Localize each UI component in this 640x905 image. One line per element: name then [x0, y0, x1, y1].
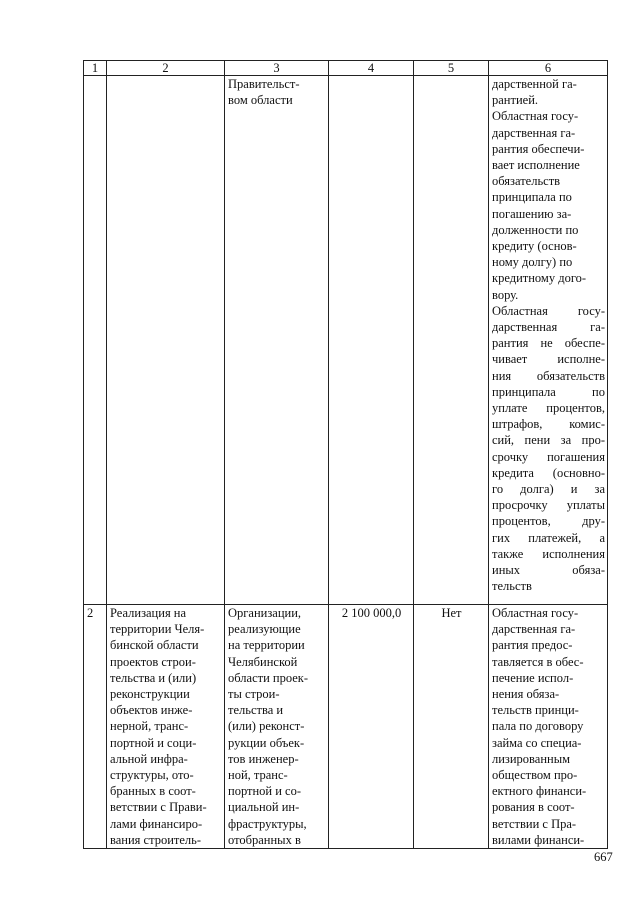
text-line: штрафов, комис-: [492, 417, 605, 432]
text-line: обязательств: [492, 174, 561, 189]
text-line: дарственная га-: [492, 320, 605, 335]
header-row: [84, 61, 608, 76]
text-line: дарственной га-: [492, 77, 577, 91]
text-line: фраструктуры,: [228, 816, 307, 831]
text-line: рантией.: [492, 93, 539, 108]
text-line: печение испол-: [492, 670, 574, 685]
table-row: [84, 76, 608, 605]
text-line: погашению за-: [492, 206, 572, 221]
row1-col3: [225, 76, 329, 605]
text-line: Правительст-: [228, 77, 300, 91]
text-line: на территории: [228, 638, 305, 653]
text-line: также исполнения: [492, 546, 605, 561]
row1-col5: [414, 76, 489, 605]
text-line: бранных в соот-: [110, 784, 196, 799]
row1-col6: [489, 76, 608, 605]
text-line: ной, транс-: [228, 768, 288, 783]
text-line: портной и со-: [228, 784, 302, 799]
text-line: тавляется в обес-: [492, 654, 584, 669]
header-cell-3: 3: [225, 61, 329, 76]
text-line: вом области: [228, 93, 293, 108]
header-cell-1: 1: [84, 61, 107, 76]
text-line: ния обязательств: [492, 368, 605, 383]
text-line: сий, пени за про-: [492, 433, 605, 448]
table-row: [84, 605, 608, 849]
text-line: чивает исполне-: [492, 352, 605, 367]
row1-col1: [84, 76, 107, 605]
row2-col5: Нет: [414, 605, 489, 849]
text-line: вилами финанси-: [492, 832, 585, 847]
text-line: ному долгу) по: [492, 255, 573, 270]
text-line: ветствии с Пра-: [492, 816, 577, 831]
text-line: области проек-: [228, 670, 309, 685]
text-line: отобранных в: [228, 832, 301, 847]
text-line: нения обяза-: [492, 687, 560, 702]
header-cell-5: 5: [414, 61, 489, 76]
text-line: Организации,: [228, 606, 302, 620]
text-line: ветствии с Прави-: [110, 800, 207, 815]
row1-col4: [329, 76, 414, 605]
text-line: реализующие: [228, 622, 301, 637]
text-line: структуры, ото-: [110, 768, 194, 783]
text-line: тов инженер-: [228, 751, 299, 766]
page-number: 667: [594, 850, 613, 864]
text-line: рантия не обеспе-: [492, 336, 605, 351]
text-line: бинской области: [110, 638, 199, 653]
row2-col2: [107, 605, 225, 849]
text-line: рукции объек-: [228, 735, 305, 750]
text-line: принципала по: [492, 384, 605, 399]
text-line: лами финансиро-: [110, 816, 203, 831]
text-line: нерной, транс-: [110, 719, 189, 734]
text-line: Областная госу-: [492, 109, 579, 124]
text-line: Реализация на: [110, 606, 187, 620]
text-line: пала по договору: [492, 719, 584, 734]
text-line: ектного финанси-: [492, 784, 587, 799]
row1-col2: [107, 76, 225, 605]
text-line: срочку погашения: [492, 449, 605, 464]
text-line: портной и соци-: [110, 735, 197, 750]
header-cell-2: 2: [107, 61, 225, 76]
row2-amount: 2 100 000,0: [329, 605, 414, 849]
text-line: долженности по: [492, 222, 579, 237]
header-cell-4: 4: [329, 61, 414, 76]
text-line: рантия предос-: [492, 638, 573, 653]
text-line: территории Челя-: [110, 622, 205, 637]
text-line: принципала по: [492, 190, 572, 205]
text-line: процентов, дру-: [492, 514, 605, 529]
text-line: реконструкции: [110, 687, 190, 702]
text-line: тельств: [492, 579, 532, 594]
text-line: Областная госу-: [492, 606, 579, 620]
row2-col6: [489, 605, 608, 849]
text-line: кредиту (основ-: [492, 239, 577, 254]
text-line: лизированным: [492, 751, 571, 766]
text-line: го долга) и за: [492, 482, 605, 497]
row2-col3: [225, 605, 329, 849]
text-line: дарственная га-: [492, 125, 576, 140]
text-line: иных обяза-: [492, 563, 605, 578]
text-line: вания строитель-: [110, 832, 202, 847]
text-line: (или) реконст-: [228, 719, 305, 734]
text-line: уплате процентов,: [492, 401, 605, 416]
text-line: проектов строи-: [110, 654, 196, 669]
text-line: вает исполнение: [492, 158, 580, 173]
text-line: просрочку уплаты: [492, 498, 605, 513]
text-line: ты строи-: [228, 687, 280, 702]
text-line: альной инфра-: [110, 751, 188, 766]
text-line: рантия обеспечи-: [492, 141, 585, 156]
text-line: циальной ин-: [228, 800, 300, 815]
header-cell-6: 6: [489, 61, 608, 76]
text-line: дарственная га-: [492, 622, 576, 637]
text-line: кредитному дого-: [492, 271, 587, 286]
text-line: тельства и: [228, 703, 284, 718]
text-line: Областная госу-: [492, 303, 605, 318]
row2-number: 2: [84, 605, 107, 849]
document-table: [83, 60, 608, 849]
text-line: займа со специа-: [492, 735, 582, 750]
text-line: тельств принци-: [492, 703, 579, 718]
text-line: тельства и (или): [110, 670, 197, 685]
text-line: объектов инже-: [110, 703, 193, 718]
text-line: Челябинской: [228, 654, 298, 669]
text-line: вору.: [492, 287, 519, 302]
text-line: обществом про-: [492, 768, 578, 783]
text-line: гих платежей, а: [492, 530, 605, 545]
text-line: рования в соот-: [492, 800, 575, 815]
text-line: кредита (основно-: [492, 465, 605, 480]
